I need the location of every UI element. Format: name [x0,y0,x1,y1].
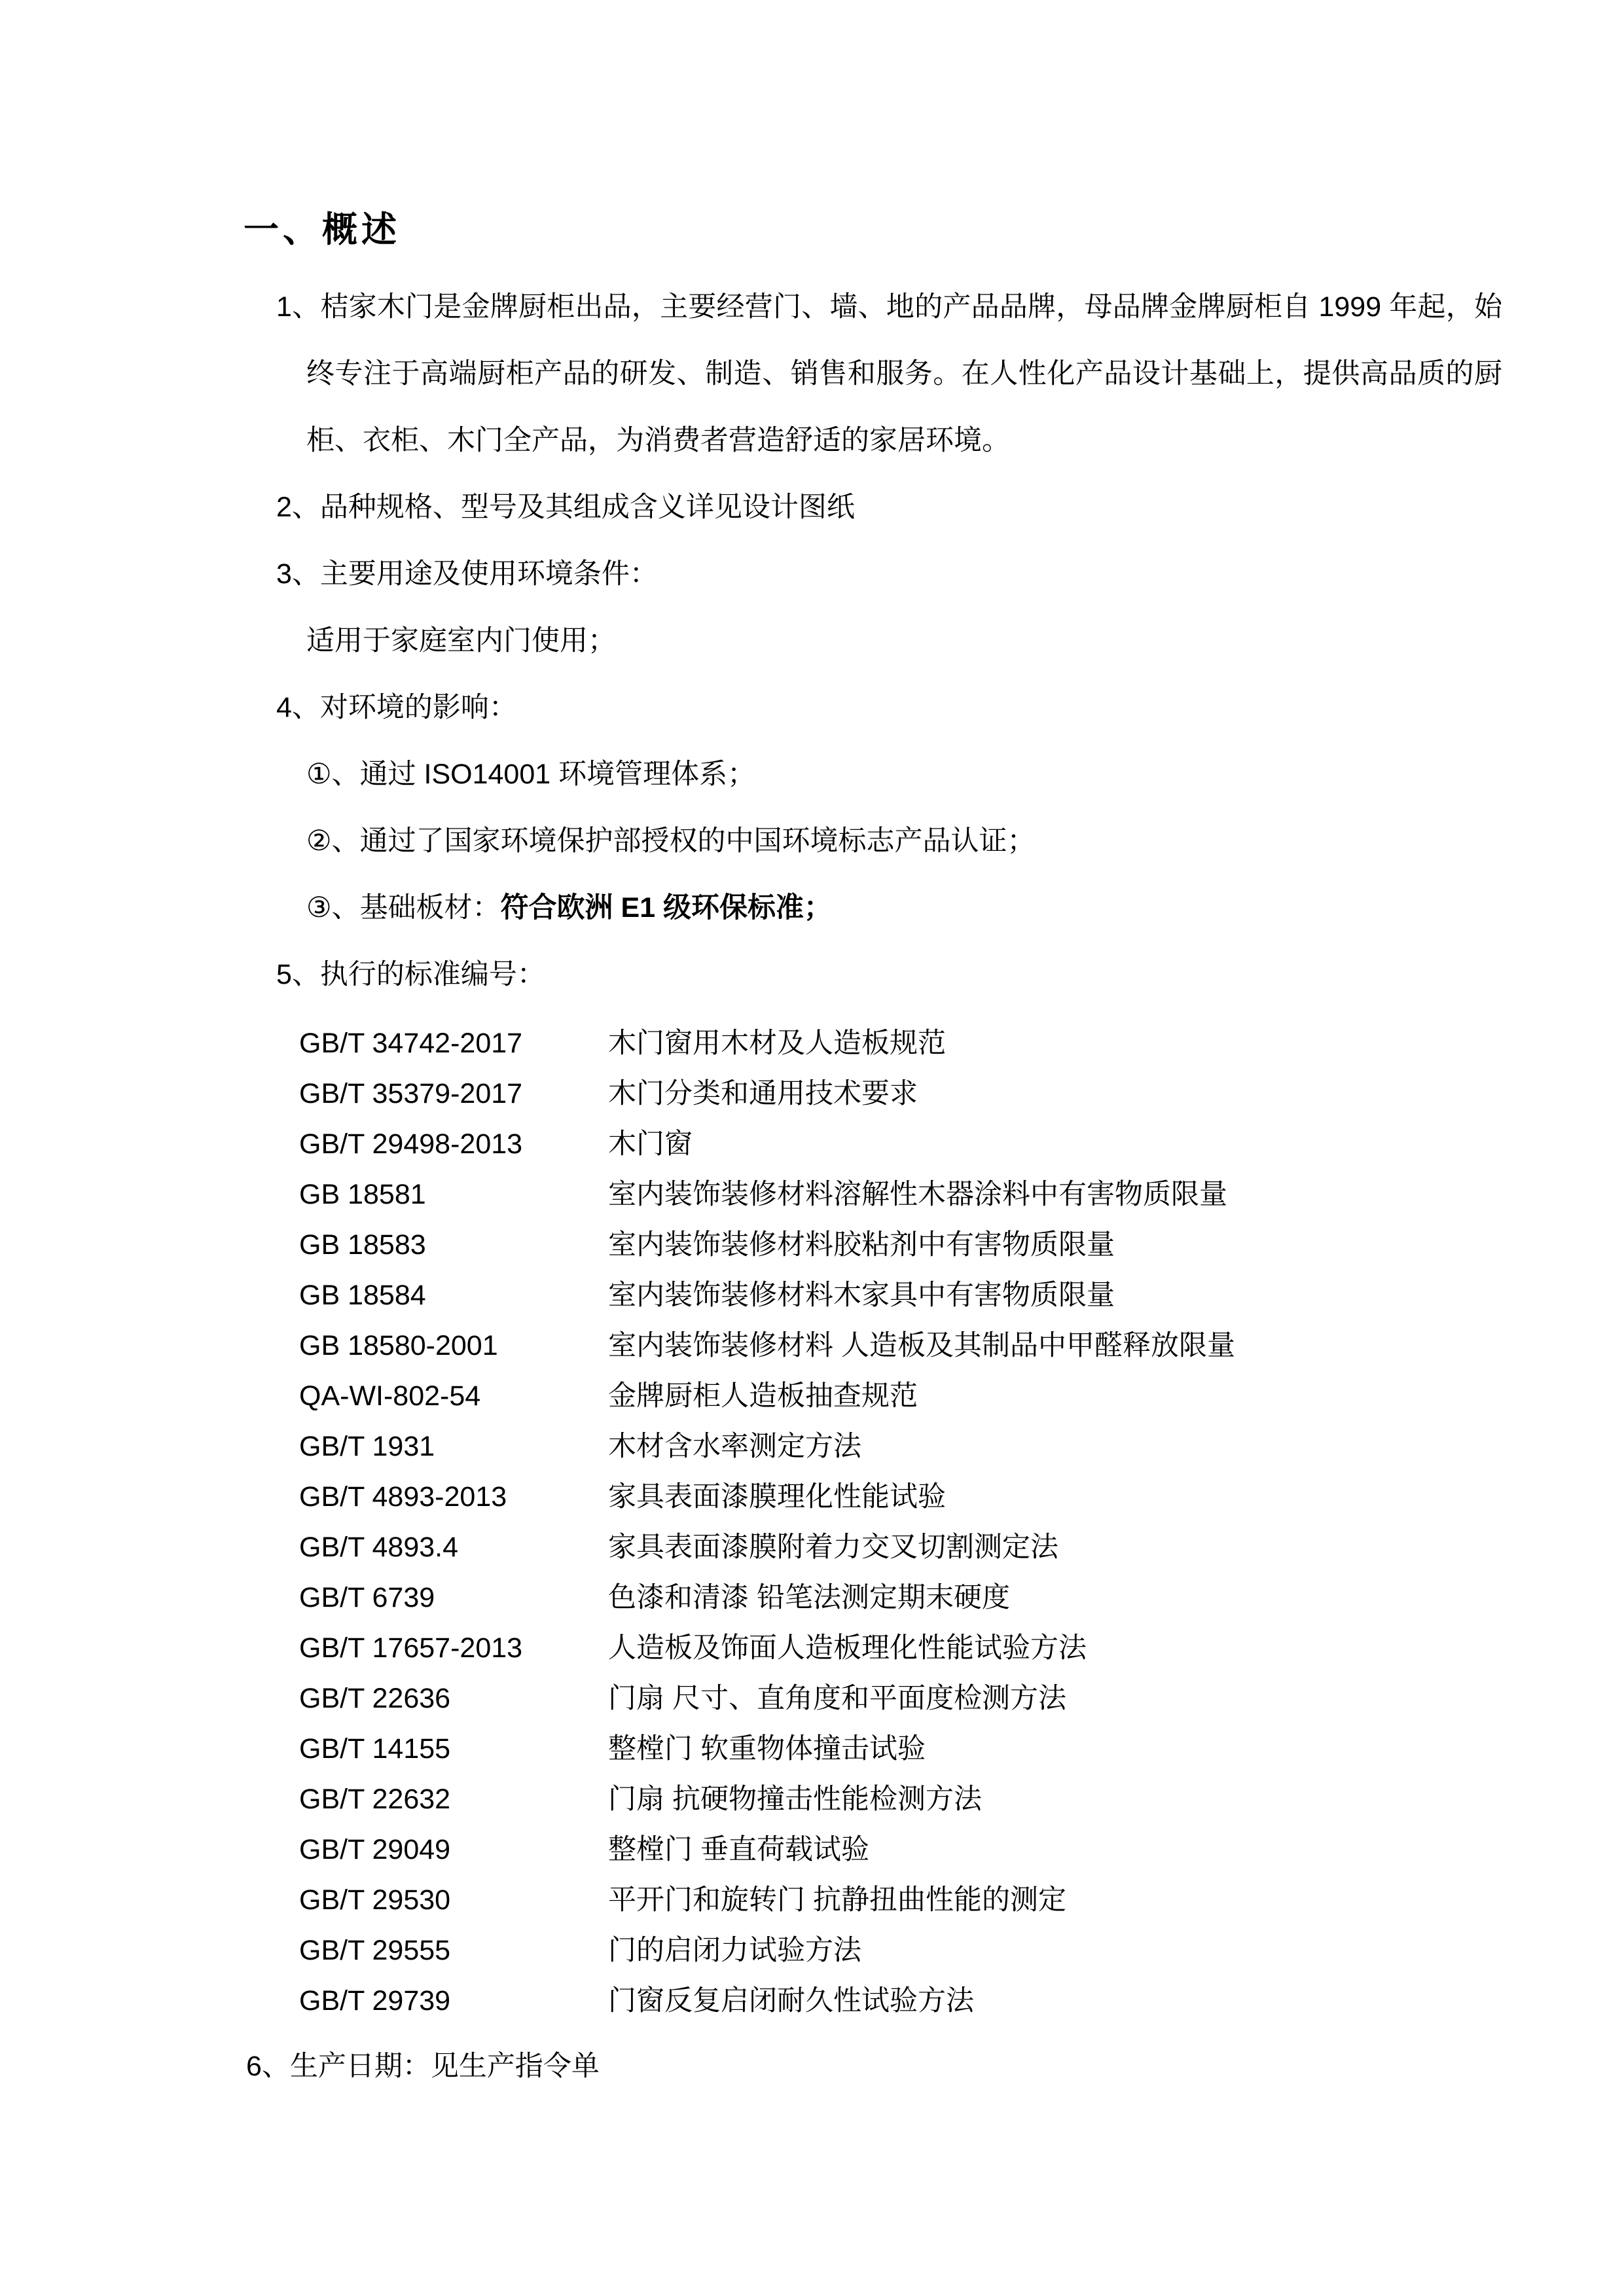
item-1-paragraph [276,274,1502,474]
standard-code: GB/T 22636 [299,1683,451,1714]
standard-code: GB/T 29739 [299,1985,451,2017]
standard-desc: 室内装饰装修材料溶解性木器涂料中有害物质限量 [608,1179,1227,1210]
standard-desc: 整樘门 垂直荷载试验 [608,1834,869,1865]
standards-list [0,1018,1624,2026]
standard-row [299,1774,1624,1825]
item-1-marker: 1、 [276,291,321,323]
standard-row [299,1724,1624,1774]
item-6-text: 生产日期：见生产指令单 [289,2051,600,2082]
circled-sub-item-marker: ③、 [306,892,360,924]
standard-desc: 整樘门 软重物体撞击试验 [608,1733,926,1765]
standard-code: GB/T 35379-2017 [299,1078,523,1109]
standard-row [299,1875,1624,1926]
circled-sub-item-text: 通过 ISO14001 环境管理体系； [359,759,756,790]
item-4 [276,674,1624,741]
standard-desc: 门的启闭力试验方法 [608,1935,861,1966]
standard-desc: 木门分类和通用技术要求 [608,1078,918,1109]
standard-code: GB/T 4893-2013 [299,1481,507,1513]
circled-sub-item-bold-text: 符合欧洲 E1 级环保标准； [500,892,833,924]
standard-row [299,1825,1624,1875]
standard-code: QA-WI-802-54 [299,1380,481,1412]
item-5-marker: 5、 [276,959,320,990]
circled-sub-item [306,741,1624,808]
standard-row [299,1573,1624,1623]
circled-sub-item-marker: ②、 [306,825,360,857]
standard-desc: 门扇 尺寸、直角度和平面度检测方法 [608,1683,1066,1714]
standard-code: GB 18581 [299,1179,426,1210]
item-4-sublist [0,741,1624,941]
standard-row [299,1472,1624,1522]
standard-row [299,1170,1624,1220]
standard-code: GB/T 4893.4 [299,1532,459,1563]
item-2-marker: 2、 [276,492,320,523]
item-5 [276,941,1624,1008]
standard-row [299,1623,1624,1674]
standard-row [299,1976,1624,2026]
item-4-text: 对环境的影响： [319,692,517,723]
standard-row [299,1119,1624,1170]
item-3-sub [306,607,1624,674]
item-2-text: 品种规格、型号及其组成含义详见设计图纸 [319,492,855,523]
standard-desc: 室内装饰装修材料胶粘剂中有害物质限量 [608,1229,1115,1261]
standard-desc: 木门窗用木材及人造板规范 [608,1028,946,1059]
standard-desc: 门扇 抗硬物撞击性能检测方法 [608,1784,982,1815]
standard-code: GB/T 1931 [299,1431,435,1462]
standard-desc: 金牌厨柜人造板抽查规范 [608,1380,918,1412]
standard-row [299,1674,1624,1724]
standard-row [299,1270,1624,1321]
standard-row [299,1220,1624,1270]
item-5-text: 执行的标准编号： [319,959,545,990]
item-2 [276,474,1624,541]
standard-desc: 色漆和清漆 铅笔法测定期末硬度 [608,1582,1010,1613]
item-6-marker: 6、 [246,2051,290,2082]
standard-code: GB/T 29498-2013 [299,1128,523,1160]
standard-desc: 人造板及饰面人造板理化性能试验方法 [608,1632,1087,1664]
standard-row [299,1069,1624,1119]
circled-sub-item-text: 通过了国家环境保护部授权的中国环境标志产品认证； [359,825,1036,857]
standard-row [299,1321,1624,1371]
item-4-marker: 4、 [276,692,320,723]
standard-code: GB/T 6739 [299,1582,435,1613]
circled-sub-item-text: 基础板材： [359,892,501,924]
standard-code: GB/T 29555 [299,1935,451,1966]
standard-desc: 家具表面漆膜附着力交叉切割测定法 [608,1532,1058,1563]
standard-code: GB/T 29049 [299,1834,451,1865]
standard-code: GB/T 34742-2017 [299,1028,523,1059]
item-3 [276,541,1624,607]
item-3-text: 主要用途及使用环境条件： [319,558,658,590]
item-3-marker: 3、 [276,558,320,590]
standard-row [299,1926,1624,1976]
standard-desc: 室内装饰装修材料木家具中有害物质限量 [608,1280,1115,1311]
item-3-sub-text: 适用于家庭室内门使用； [306,625,616,656]
standard-code: GB/T 14155 [299,1733,451,1765]
standard-row [299,1371,1624,1422]
standard-code: GB/T 29530 [299,1884,451,1916]
standard-desc: 平开门和旋转门 抗静扭曲性能的测定 [608,1884,1066,1916]
standard-code: GB/T 17657-2013 [299,1632,523,1664]
circled-sub-item [306,874,1624,941]
standard-desc: 门窗反复启闭耐久性试验方法 [608,1985,974,2017]
section-heading: 一、概述 [244,210,401,249]
standard-desc: 家具表面漆膜理化性能试验 [608,1481,946,1513]
item-6 [246,2033,1624,2100]
standard-desc: 木门窗 [608,1128,693,1160]
standard-row [299,1522,1624,1573]
standard-row [299,1422,1624,1472]
circled-sub-item-marker: ①、 [306,759,360,790]
item-1-text: 桔家木门是金牌厨柜出品，主要经营门、墙、地的产品品牌，母品牌金牌厨柜自 1999 年起，始终专注于高端厨柜产品的研发、制造、销售和服务。在人性化产品设计基础上，提供高品质的厨柜、衣柜、木门全产品，为消费者营造舒适的家居环境。 [306,291,1502,456]
standard-code: GB/T 22632 [299,1784,451,1815]
circled-sub-item [306,808,1624,874]
standard-code: GB 18580-2001 [299,1330,498,1361]
standard-code: GB 18583 [299,1229,426,1261]
standard-desc: 木材含水率测定方法 [608,1431,861,1462]
standard-desc: 室内装饰装修材料 人造板及其制品中甲醛释放限量 [608,1330,1235,1361]
standard-row [299,1018,1624,1069]
standard-code: GB 18584 [299,1280,426,1311]
